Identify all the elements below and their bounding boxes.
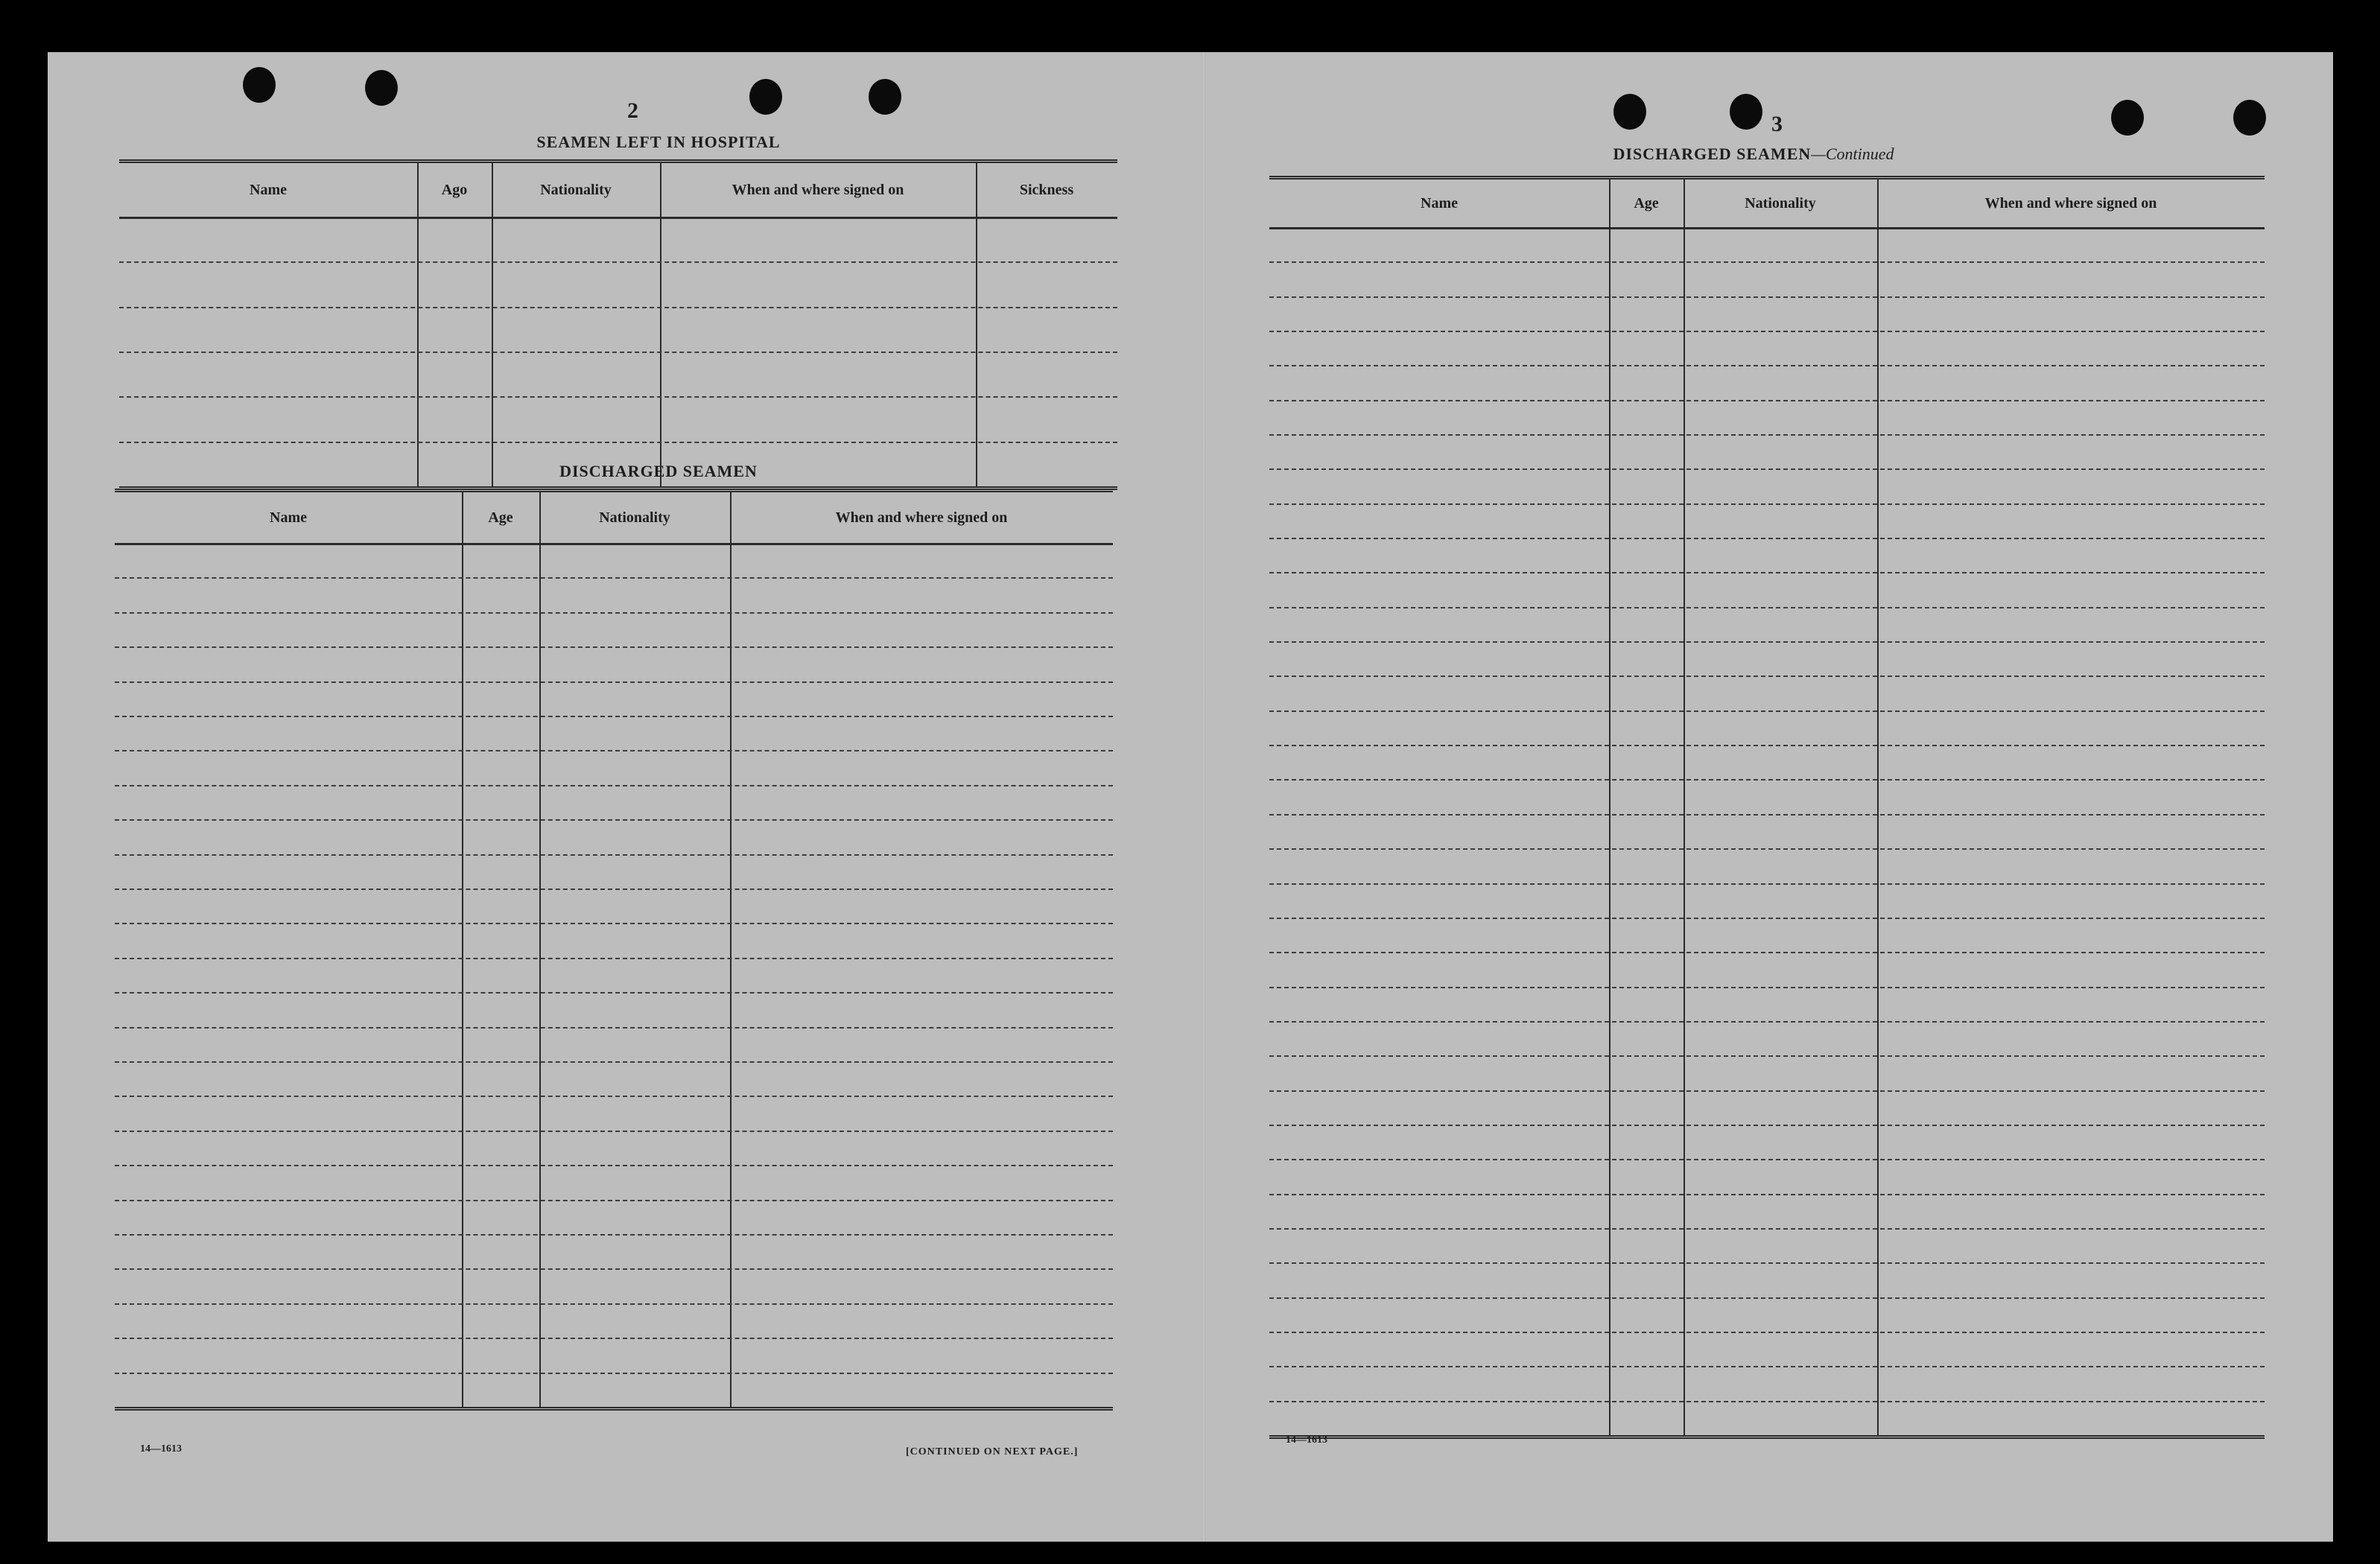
row-rule [115, 750, 1113, 751]
column-divider [1684, 179, 1685, 1435]
col-header-nationality: Nationality [599, 509, 670, 526]
row-rule [115, 1234, 1113, 1236]
row-rule [1269, 848, 2265, 850]
section-title-suffix: —Continued [1811, 144, 1894, 163]
punch-hole-icon [1730, 94, 1762, 130]
row-rule [115, 1131, 1113, 1132]
row-rule [1269, 1055, 2265, 1057]
row-rule [115, 958, 1113, 959]
row-rule [1269, 1125, 2265, 1126]
row-rule [1269, 814, 2265, 816]
row-rule [119, 261, 1117, 263]
row-rule [1269, 365, 2265, 366]
row-rule [1269, 987, 2265, 988]
row-rule [115, 646, 1113, 648]
page-number: 3 [1771, 112, 1783, 136]
row-rule [1269, 1401, 2265, 1402]
column-divider [976, 163, 977, 486]
row-rule [115, 1165, 1113, 1166]
row-rule [1269, 641, 2265, 643]
row-rule [115, 992, 1113, 994]
row-rule [1269, 883, 2265, 885]
row-rule [1269, 572, 2265, 573]
row-rule [115, 1303, 1113, 1305]
row-rule [1269, 779, 2265, 781]
punch-hole-icon [2111, 100, 2144, 136]
row-rule [115, 1200, 1113, 1201]
col-header-signed-on: When and where signed on [1984, 194, 2157, 212]
form-number: 14—1613 [140, 1443, 182, 1455]
row-rule [1269, 1159, 2265, 1160]
discharged-table [115, 489, 1113, 1411]
row-rule [1269, 711, 2265, 712]
row-rule [1269, 538, 2265, 539]
row-rule [119, 396, 1117, 398]
row-rule [115, 785, 1113, 786]
row-rule [115, 716, 1113, 717]
row-rule [1269, 1297, 2265, 1299]
row-rule [1269, 1262, 2265, 1264]
page-number: 2 [627, 98, 638, 123]
row-rule [1269, 1228, 2265, 1230]
row-rule [115, 819, 1113, 821]
row-rule [119, 352, 1117, 353]
row-rule [1269, 331, 2265, 332]
column-divider [492, 163, 493, 486]
discharged-continued-header [1269, 179, 2265, 229]
column-divider [1609, 179, 1611, 1435]
row-rule [115, 612, 1113, 614]
row-rule [115, 1338, 1113, 1339]
row-rule [1269, 1090, 2265, 1092]
hospital-table [119, 159, 1117, 490]
row-rule [115, 1027, 1113, 1029]
row-rule [1269, 400, 2265, 401]
row-rule [1269, 1021, 2265, 1023]
row-rule [1269, 675, 2265, 677]
row-rule [115, 889, 1113, 890]
section-title-text: DISCHARGED SEAMEN [1613, 144, 1812, 163]
row-rule [119, 307, 1117, 308]
row-rule [115, 1373, 1113, 1374]
discharged-table-header [115, 492, 1113, 545]
col-header-signed-on: When and where signed on [732, 181, 904, 198]
col-header-nationality: Nationality [1745, 194, 1816, 212]
hospital-table-header [119, 163, 1117, 219]
row-rule [1269, 296, 2265, 298]
col-header-sickness: Sickness [1019, 181, 1074, 198]
continued-note: [CONTINUED ON NEXT PAGE.] [906, 1446, 1079, 1457]
punch-hole-icon [243, 67, 276, 103]
scanned-document [48, 52, 2333, 1542]
row-rule [119, 442, 1117, 443]
column-divider [417, 163, 419, 486]
page-fold [1202, 52, 1206, 1542]
row-rule [1269, 468, 2265, 470]
punch-hole-icon [2233, 100, 2266, 136]
row-rule [1269, 261, 2265, 263]
col-header-nationality: Nationality [540, 181, 612, 198]
row-rule [1269, 952, 2265, 953]
punch-hole-icon [749, 79, 782, 115]
col-header-age: Age [1634, 194, 1659, 212]
col-header-name: Name [250, 181, 287, 198]
row-rule [115, 854, 1113, 856]
row-rule [1269, 434, 2265, 436]
row-rule [1269, 745, 2265, 746]
hospital-section-title: SEAMEN LEFT IN HOSPITAL [536, 133, 781, 151]
discharged-continued-table [1269, 176, 2265, 1439]
row-rule [115, 681, 1113, 683]
column-divider [660, 163, 661, 486]
row-rule [115, 1061, 1113, 1063]
row-rule [1269, 1366, 2265, 1367]
row-rule [115, 1096, 1113, 1097]
row-rule [1269, 503, 2265, 505]
row-rule [115, 1268, 1113, 1270]
col-header-name: Name [1421, 194, 1458, 212]
row-rule [1269, 1194, 2265, 1195]
discharged-section-title: DISCHARGED SEAMEN [559, 462, 758, 480]
col-header-age: Ago [441, 181, 468, 198]
punch-hole-icon [365, 70, 398, 106]
punch-hole-icon [1613, 94, 1646, 130]
row-rule [1269, 1332, 2265, 1333]
row-rule [115, 923, 1113, 924]
row-rule [115, 577, 1113, 579]
form-number: 14—1613 [1286, 1434, 1327, 1446]
punch-hole-icon [869, 79, 901, 115]
column-divider [1877, 179, 1879, 1435]
discharged-continued-title [1560, 144, 1947, 164]
col-header-age: Age [488, 509, 513, 526]
row-rule [1269, 607, 2265, 608]
col-header-signed-on: When and where signed on [835, 509, 1008, 526]
col-header-name: Name [270, 509, 307, 526]
row-rule [1269, 918, 2265, 919]
